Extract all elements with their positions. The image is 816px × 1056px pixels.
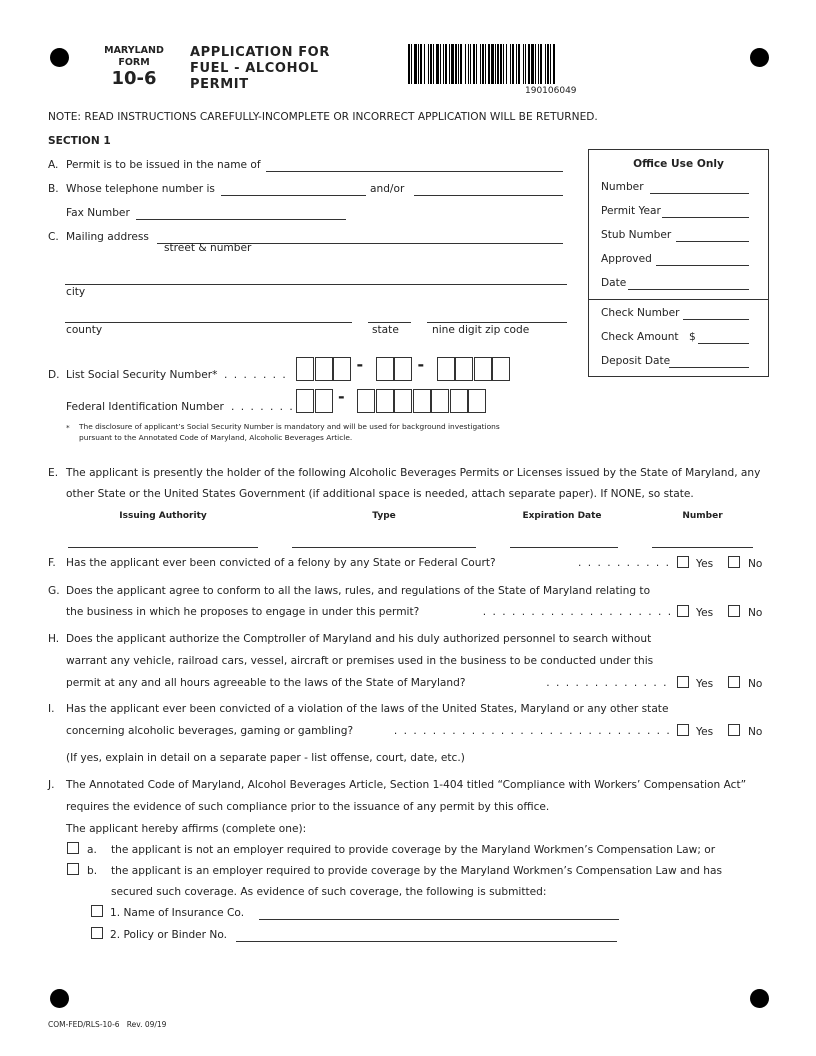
leader-dots [394,725,672,738]
footnote-line: pursuant to the Annotated Code of Maryland, Alcoholic Beverages Article. [79,433,353,442]
registration-mark [50,48,69,67]
question-text: Has the applicant ever been convicted of a violation of the laws of the United States, Maryland or any other state [66,703,669,715]
digit-box[interactable] [315,357,333,381]
digit-box[interactable] [357,389,375,413]
barcode-bar [468,44,469,84]
no-label: No [748,726,763,738]
yes-checkbox[interactable] [677,676,689,688]
registration-mark [50,989,69,1008]
no-label: No [748,558,763,570]
office-stub-number-label: Stub Number [601,229,672,241]
question-text: warrant any vehicle, railroad cars, vessel, aircraft or premises used in the business to be conducted under this [66,655,654,667]
digit-box[interactable] [296,389,314,413]
insurance-co-checkbox[interactable] [91,905,103,917]
barcode-bar [491,44,494,84]
no-checkbox[interactable] [728,605,740,617]
option-b-text: the applicant is an employer required to provide coverage by the Maryland Workmen’s Compensation Law and has [111,865,723,877]
digit-box[interactable] [394,389,412,413]
barcode-bar [525,44,526,84]
barcode-bar [540,44,542,84]
leader-dots [578,557,672,570]
option-b-text: secured such coverage. As evidence of such coverage, the following is submitted: [111,886,547,898]
barcode-bar [436,44,439,84]
leader-dots [483,606,672,619]
county-field[interactable] [65,322,352,323]
item-letter: C. [48,231,59,243]
office-permit-year-label: Permit Year [601,205,661,217]
registration-mark [750,48,769,67]
barcode-bar [476,44,477,84]
explain-note: (If yes, explain in detail on a separate paper - list offense, court, date, etc.) [66,752,465,764]
digit-box[interactable] [468,389,486,413]
barcode-bar [455,44,457,84]
fax-label: Fax Number [66,207,130,219]
form-label: FORM [118,57,150,68]
form-title [190,45,330,93]
leader-dots [546,677,672,690]
fax-field[interactable] [136,219,346,220]
barcode-bar [458,44,459,84]
no-checkbox[interactable] [728,556,740,568]
digit-box[interactable] [455,357,473,381]
barcode-number: 190106049 [525,86,577,96]
office-title: Office Use Only [633,158,724,170]
number-field[interactable] [652,547,753,548]
question-text: Does the applicant agree to conform to all the laws, rules, and regulations of the State of Maryland relating to [66,585,651,597]
question-text: concerning alcoholic beverages, gaming or gambling? [66,725,354,737]
office-deposit-date-label: Deposit Date [601,355,671,367]
item-letter: B. [48,183,59,195]
barcode-bar [535,44,536,84]
barcode-bar [531,44,534,84]
separator-dash: - [356,355,364,374]
question-text: requires the evidence of such compliance prior to the issuance of any permit by this office. [66,801,550,813]
office-permit-year-field[interactable] [662,217,749,218]
question-text: The applicant hereby affirms (complete one): [66,823,307,835]
column-header: Expiration Date [522,511,602,521]
currency-symbol: $ [689,331,696,343]
office-approved-label: Approved [601,253,652,265]
office-check-number-label: Check Number [601,307,680,319]
no-checkbox[interactable] [728,724,740,736]
section-title: SECTION 1 [48,135,111,147]
yes-checkbox[interactable] [677,605,689,617]
permit-name-field[interactable] [266,171,563,172]
office-number-field[interactable] [650,193,749,194]
digit-box[interactable] [450,389,468,413]
office-check-amount-label: Check Amount [601,331,679,343]
barcode-bar [430,44,432,84]
insurance-co-label: 1. Name of Insurance Co. [110,907,245,919]
state-caption: state [372,324,399,336]
barcode-bar [497,44,499,84]
city-field[interactable] [65,284,567,285]
digit-box[interactable] [394,357,412,381]
issuing-authority-field[interactable] [68,547,258,548]
barcode-bar [451,44,454,84]
ssn-label: List Social Security Number* [66,369,218,381]
title-line: FUEL - ALCOHOL [190,61,319,76]
barcode-bar [443,44,444,84]
item-letter: E. [48,467,59,479]
expiration-date-field[interactable] [510,547,618,548]
barcode-bar [503,44,504,84]
type-field[interactable] [292,547,476,548]
insurance-co-field[interactable] [259,919,619,920]
form-number: 10-6 [111,68,157,89]
barcode-bar [518,44,520,84]
policy-label: 2. Policy or Binder No. [110,929,227,941]
option-letter: a. [87,844,97,856]
column-header: Type [372,511,396,521]
item-letter: F. [48,557,56,569]
question-text: The Annotated Code of Maryland, Alcohol Beverages Article, Section 1-404 titled “Compliance with Workers’ Compensation Act” [66,779,747,791]
barcode-bar [411,44,412,84]
yes-label: Yes [696,558,714,570]
ssn-footnote [79,421,500,443]
item-letter: G. [48,585,60,597]
title-line: APPLICATION FOR [190,45,330,60]
fein-label: Federal Identification Number [66,401,224,413]
digit-box[interactable] [376,389,394,413]
barcode-bar [495,44,496,84]
barcode-bar [408,44,410,84]
barcode-bar [516,44,517,84]
county-caption: county [66,324,103,336]
office-date-field[interactable] [628,289,749,290]
barcode-bar [418,44,419,84]
digit-box[interactable] [492,357,510,381]
office-check-number-field[interactable] [683,319,749,320]
question-text: the business in which he proposes to engage in under this permit? [66,606,420,618]
form-code: COM-FED/RLS-10-6 [48,1020,120,1029]
title-line: PERMIT [190,77,249,92]
telephone-label: Whose telephone number is [66,183,215,195]
yes-checkbox[interactable] [677,556,689,568]
mailing-address-label: Mailing address [66,231,149,243]
city-caption: city [66,286,86,298]
option-a-checkbox[interactable] [67,842,79,854]
and-or-label: and/or [370,183,405,195]
question-text: permit at any and all hours agreeable to the laws of the State of Maryland? [66,677,466,689]
leader-dots [231,401,292,414]
state-field[interactable] [368,322,411,323]
office-date-label: Date [601,277,627,289]
barcode-bar [500,44,502,84]
revision: Rev. 09/19 [126,1020,167,1029]
digit-box[interactable] [315,389,333,413]
yes-label: Yes [696,678,714,690]
item-letter: H. [48,633,60,645]
option-letter: b. [87,865,98,877]
barcode-bar [473,44,475,84]
leader-dots [224,369,292,382]
barcode-bar [480,44,481,84]
office-check-amount-field[interactable] [698,343,749,344]
barcode-bar [428,44,429,84]
barcode-bar [470,44,471,84]
street-caption: street & number [164,242,252,254]
barcode-bar [424,44,425,84]
item-letter: J. [48,779,55,791]
barcode-bar [510,44,511,84]
question-text: Has the applicant ever been convicted of a felony by any State or Federal Court? [66,557,496,569]
no-label: No [748,678,763,690]
column-header: Issuing Authority [119,511,207,521]
option-a-text: the applicant is not an employer required to provide coverage by the Maryland Workmen’s Compensation Law; or [111,844,716,856]
digit-box[interactable] [474,357,492,381]
barcode-bar [523,44,524,84]
barcode-bar [528,44,530,84]
separator-dash: - [417,355,425,374]
yes-label: Yes [696,607,714,619]
digit-box[interactable] [431,389,449,413]
question-text: The applicant is presently the holder of the following Alcoholic Beverages Permits or Licenses issued by the State of Maryland, any [66,467,761,479]
barcode-bar [465,44,466,84]
footer [48,1018,166,1031]
form-state: MARYLAND [104,45,164,56]
footnote-line: The disclosure of applicant’s Social Security Number is mandatory and will be used for background investigations [79,422,500,431]
no-checkbox[interactable] [728,676,740,688]
barcode-bar [553,44,555,84]
telephone-field[interactable] [221,195,366,196]
option-b-checkbox[interactable] [67,863,79,875]
no-label: No [748,607,763,619]
item-letter: D. [48,369,60,381]
policy-checkbox[interactable] [91,927,103,939]
column-header: Number [682,511,723,521]
item-letter: A. [48,159,59,171]
yes-label: Yes [696,726,714,738]
separator-dash: - [338,387,345,406]
permit-name-label: Permit is to be issued in the name of [66,159,261,171]
barcode-bar [545,44,546,84]
barcode-bar [414,44,417,84]
digit-box[interactable] [296,357,314,381]
barcode-bar [485,44,486,84]
zip-caption: nine digit zip code [432,324,530,336]
footnote-mark: * [66,423,70,432]
barcode-bar [550,44,551,84]
yes-checkbox[interactable] [677,724,689,736]
barcode [408,44,556,84]
office-stub-number-field[interactable] [676,241,749,242]
barcode-bar [445,44,447,84]
barcode-bar [433,44,434,84]
divider [589,299,768,300]
digit-box[interactable] [333,357,351,381]
barcode-bar [512,44,514,84]
question-text: Does the applicant authorize the Comptroller of Maryland and his duly authorized personnel to search without [66,633,652,645]
registration-mark [750,989,769,1008]
digit-box[interactable] [437,357,455,381]
barcode-bar [460,44,462,84]
barcode-bar [506,44,507,84]
barcode-bar [547,44,549,84]
question-text: other State or the United States Government (if additional space is needed, attach separate paper). If NONE, so state. [66,488,694,500]
note: NOTE: READ INSTRUCTIONS CAREFULLY-INCOMPLETE OR INCORRECT APPLICATION WILL BE RETURNED. [48,111,598,123]
zip-field[interactable] [427,322,567,323]
digit-box[interactable] [413,389,431,413]
barcode-bar [482,44,484,84]
telephone-alt-field[interactable] [414,195,563,196]
office-deposit-date-field[interactable] [669,367,749,368]
office-number-label: Number [601,181,644,193]
barcode-bar [538,44,539,84]
barcode-bar [440,44,441,84]
policy-field[interactable] [236,941,617,942]
office-approved-field[interactable] [656,265,749,266]
barcode-bar [420,44,422,84]
barcode-bar [449,44,450,84]
item-letter: I. [48,703,55,715]
digit-box[interactable] [376,357,394,381]
barcode-bar [488,44,490,84]
